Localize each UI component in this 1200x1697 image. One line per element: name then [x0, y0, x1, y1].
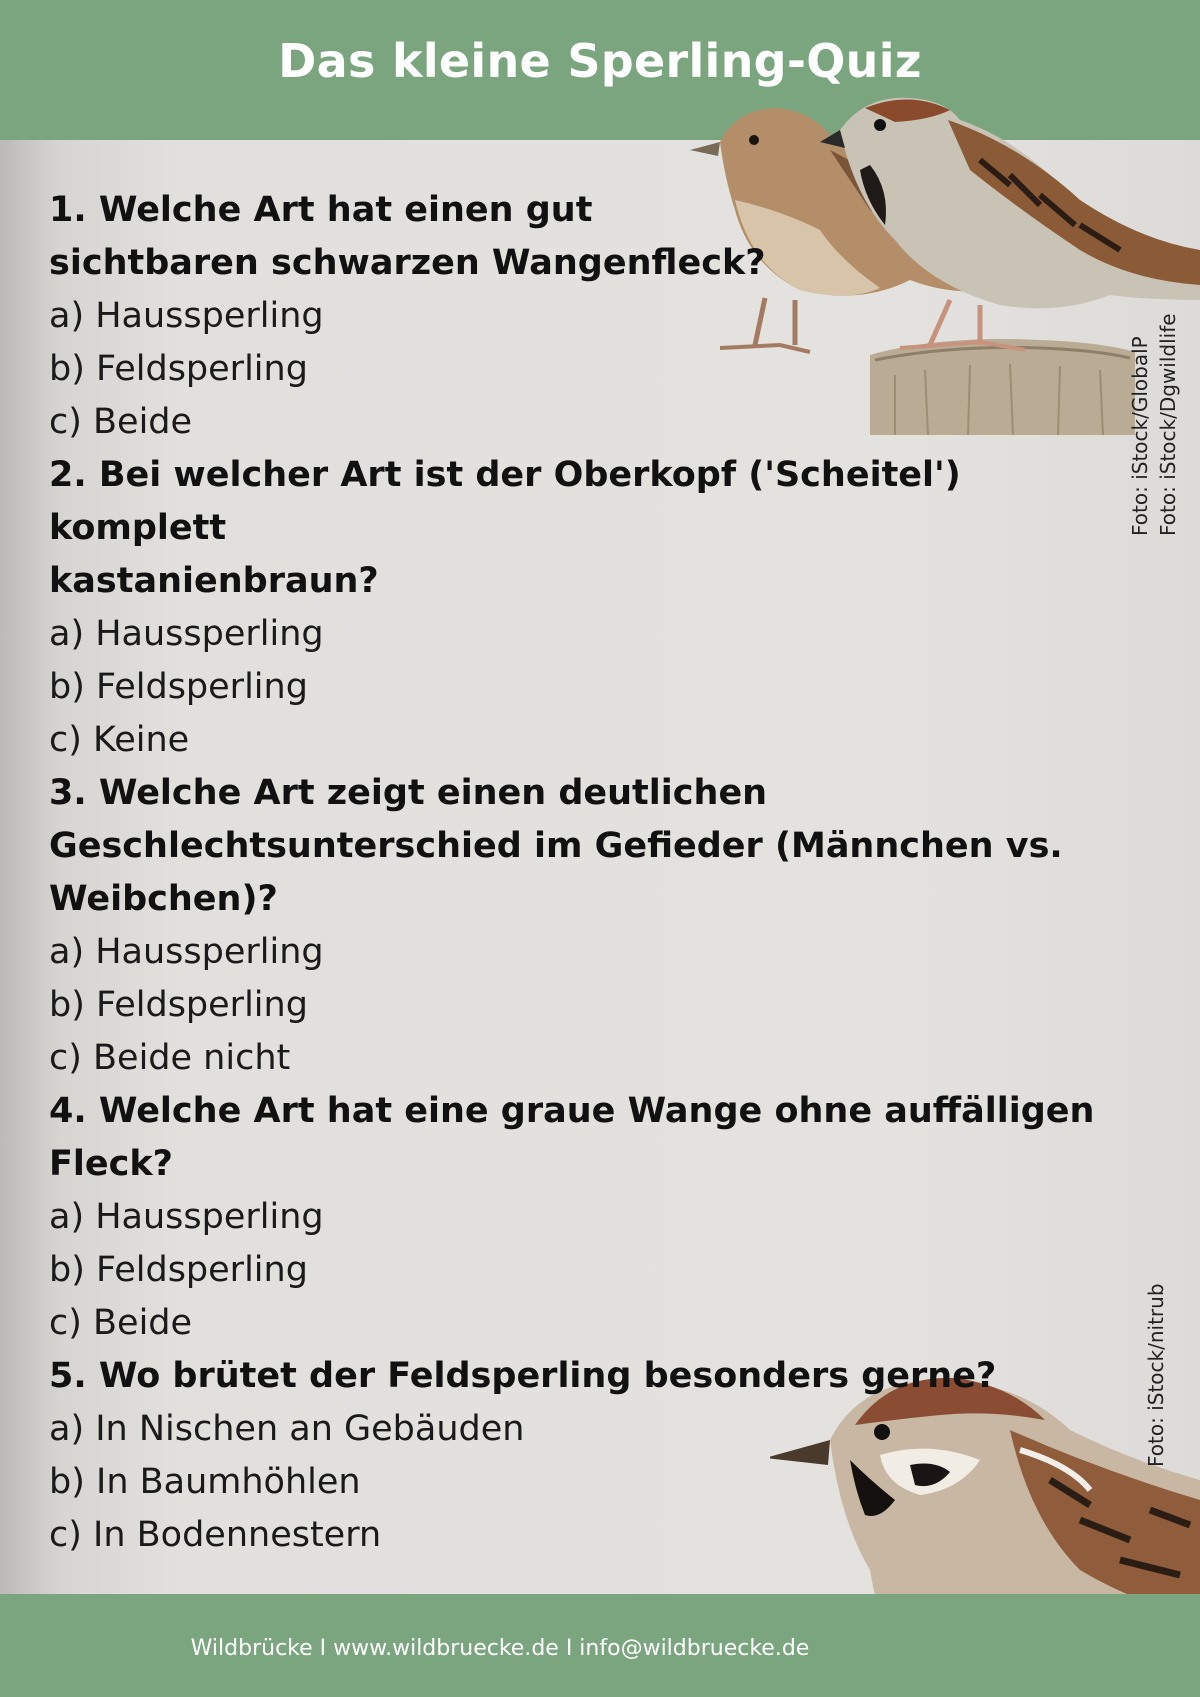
question-text: 2. Bei welcher Art ist der Oberkopf ('Scheitel') komplett	[49, 455, 961, 548]
question-text: Fleck?	[49, 1144, 173, 1184]
quiz-list	[49, 184, 1129, 1562]
question-text: Weibchen)?	[49, 879, 278, 919]
answer-option: a) In Nischen an Gebäuden	[49, 1409, 525, 1449]
answer-option: c) In Bodennestern	[49, 1515, 382, 1555]
answer-option: c) Beide	[49, 1303, 193, 1343]
question-text: sichtbaren schwarzen Wangenfleck?	[49, 243, 766, 283]
question-text: 1. Welche Art hat einen gut	[49, 190, 593, 230]
answer-option: b) Feldsperling	[49, 1250, 308, 1290]
answer-option: b) Feldsperling	[49, 985, 308, 1025]
answer-option: a) Haussperling	[49, 614, 324, 654]
answer-option: c) Beide	[49, 402, 193, 442]
question-text: 4. Welche Art hat eine graue Wange ohne auffälligen	[49, 1091, 1095, 1131]
answer-option: a) Haussperling	[49, 296, 324, 336]
question-text: Geschlechtsunterschied im Gefieder (Männchen vs.	[49, 826, 1063, 866]
answer-option: a) Haussperling	[49, 1197, 324, 1237]
photo-credit: Foto: iStock/nitrub	[1144, 1283, 1168, 1467]
answer-option: c) Beide nicht	[49, 1038, 291, 1078]
question-text: 5. Wo brütet der Feldsperling besonders gerne?	[49, 1356, 997, 1396]
quiz-question	[49, 767, 1129, 1085]
answer-option: c) Keine	[49, 720, 190, 760]
photo-credit: Foto: iStock/Dgwildlife	[1156, 313, 1180, 536]
quiz-question	[49, 184, 1129, 449]
quiz-question	[49, 1085, 1129, 1350]
footer-contact: Wildbrücke I www.wildbruecke.de I info@wildbruecke.de	[190, 1636, 810, 1661]
question-text: 3. Welche Art zeigt einen deutlichen	[49, 773, 768, 813]
photo-credit: Foto: iStock/GlobalP	[1128, 336, 1152, 536]
answer-option: b) In Baumhöhlen	[49, 1462, 361, 1502]
page-title: Das kleine Sperling-Quiz	[278, 34, 922, 88]
quiz-question	[49, 449, 1129, 767]
answer-option: b) Feldsperling	[49, 349, 308, 389]
question-text: kastanienbraun?	[49, 561, 379, 601]
answer-option: b) Feldsperling	[49, 667, 308, 707]
answer-option: a) Haussperling	[49, 932, 324, 972]
quiz-question	[49, 1350, 1129, 1562]
